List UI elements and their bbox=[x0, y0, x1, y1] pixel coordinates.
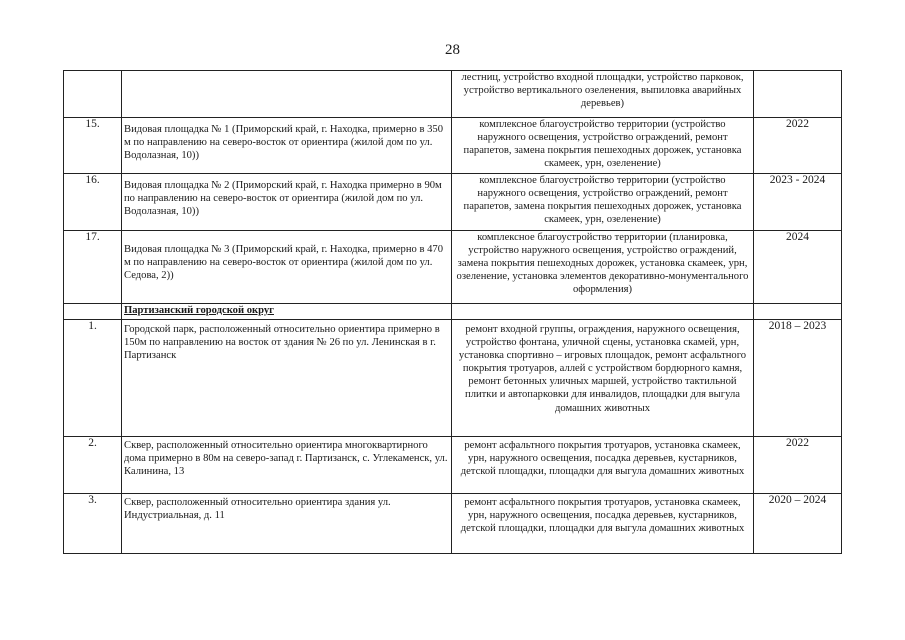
table-row bbox=[64, 494, 842, 554]
works-cell: ремонт асфальтного покрытия тротуаров, установка скамеек, урн, наружного освещения, посадка деревьев, кустарников, детской площадки, площадки для выгула домашних животных bbox=[452, 437, 754, 494]
table-row bbox=[64, 231, 842, 304]
year-cell: 2024 bbox=[754, 231, 842, 304]
section-title: Партизанский городской округ bbox=[122, 304, 452, 320]
row-number: 15. bbox=[64, 118, 122, 174]
year-cell: 2022 bbox=[754, 437, 842, 494]
table-row bbox=[64, 437, 842, 494]
year-cell bbox=[754, 71, 842, 118]
row-number: 3. bbox=[64, 494, 122, 554]
row-number bbox=[64, 71, 122, 118]
object-cell: Видовая площадка № 1 (Приморский край, г. Находка, примерно в 350 м по направлению на северо-восток от ориентира (жилой дом по ул. Водолазная, 10)) bbox=[122, 118, 452, 174]
row-number: 17. bbox=[64, 231, 122, 304]
row-number: 16. bbox=[64, 174, 122, 231]
table-row bbox=[64, 174, 842, 231]
object-cell: Видовая площадка № 2 (Приморский край, г. Находка примерно в 90м по направлению на северо-восток от ориентира (жилой дом по ул. Водолазная, 10)) bbox=[122, 174, 452, 231]
row-number: 1. bbox=[64, 320, 122, 437]
works-table bbox=[63, 70, 842, 554]
object-cell: Сквер, расположенный относительно ориентира здания ул. Индустриальная, д. 11 bbox=[122, 494, 452, 554]
works-cell: комплексное благоустройство территории (устройство наружного освещения, устройство ограждений, ремонт парапетов, замена покрытия пешеходных дорожек, установка скамеек, урн, озеленение) bbox=[452, 118, 754, 174]
section-row bbox=[64, 304, 842, 320]
table-row bbox=[64, 118, 842, 174]
year-cell: 2018 – 2023 bbox=[754, 320, 842, 437]
works-cell: лестниц, устройство входной площадки, устройство парковок, устройство вертикального озеленения, выпиловка аварийных деревьев) bbox=[452, 71, 754, 118]
page-number: 28 bbox=[445, 42, 460, 58]
table-row bbox=[64, 320, 842, 437]
object-cell bbox=[122, 71, 452, 118]
section-year-cell bbox=[754, 304, 842, 320]
year-cell: 2020 – 2024 bbox=[754, 494, 842, 554]
row-number: 2. bbox=[64, 437, 122, 494]
section-number-cell bbox=[64, 304, 122, 320]
section-works-cell bbox=[452, 304, 754, 320]
year-cell: 2023 - 2024 bbox=[754, 174, 842, 231]
object-cell: Городской парк, расположенный относительно ориентира примерно в 150м по направлению на восток от здания № 26 по ул. Ленинская в г. Партизанск bbox=[122, 320, 452, 437]
object-cell: Видовая площадка № 3 (Приморский край, г. Находка, примерно в 470 м по направлению на северо-восток от ориентира (жилой дом по ул. Седова, 2)) bbox=[122, 231, 452, 304]
works-cell: комплексное благоустройство территории (устройство наружного освещения, устройство ограждений, ремонт парапетов, замена покрытия пешеходных дорожек, установка скамеек, урн, озеленение) bbox=[452, 174, 754, 231]
works-cell: ремонт входной группы, ограждения, наружного освещения, устройство фонтана, уличной сцены, установка скамей, урн, установка спортивно – игровых площадок, ремонт асфальтного покрытия тротуаров, аллей с устройством бордюрного камня, ремонт бетонных уличных маршей, устройство тактильной плитки и автопарковки для инвалидов, площадки для выгула домашних животных bbox=[452, 320, 754, 437]
object-cell: Сквер, расположенный относительно ориентира многоквартирного дома примерно в 80м на северо-запад г. Партизанск, с. Углекаменск, ул. Калинина, 13 bbox=[122, 437, 452, 494]
works-cell: комплексное благоустройство территории (планировка, устройство наружного освещения, устройство ограждений, замена покрытия пешеходных дорожек, установка скамеек, урн, озеленение, установка элементов декоративно-монументального оформления) bbox=[452, 231, 754, 304]
year-cell: 2022 bbox=[754, 118, 842, 174]
works-cell: ремонт асфальтного покрытия тротуаров, установка скамеек, урн, наружного освещения, посадка деревьев, кустарников, детской площадки, площадки для выгула домашних животных bbox=[452, 494, 754, 554]
table-row bbox=[64, 71, 842, 118]
